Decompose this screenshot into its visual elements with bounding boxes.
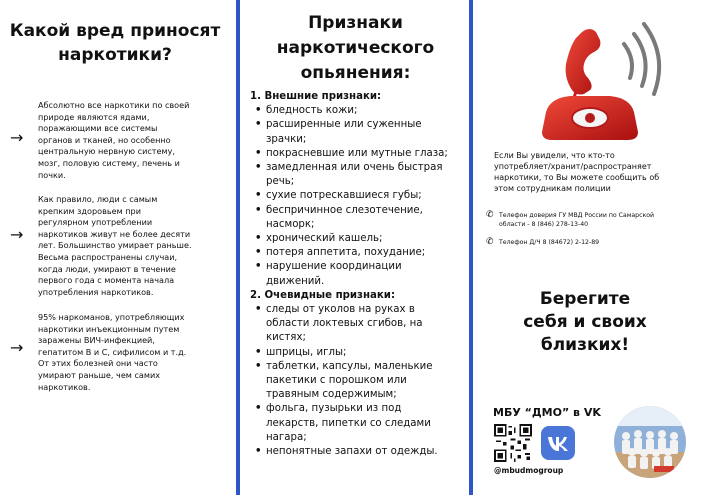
list-item: • нарушение координации движений. — [250, 260, 468, 288]
column-divider-right — [469, 0, 473, 495]
vk-title: МБУ “ДМО” в VK — [493, 406, 601, 419]
hotline-duty: ✆ Телефон Д/Ч 8 (84672) 2-12-89 — [486, 237, 600, 247]
care-slogan: Берегите себя и своих близких! — [523, 289, 647, 355]
signs-title: Признаки наркотического опьянения: — [276, 13, 435, 83]
list-item: • беспричинное слезотечение, насморк; — [250, 204, 468, 232]
vk-logo-icon[interactable] — [541, 426, 575, 460]
phone-icon: ✆ — [486, 237, 494, 247]
phone-icon: ✆ — [486, 210, 494, 220]
external-signs-heading: 1. Внешние признаки: — [250, 91, 382, 102]
group-photo — [614, 406, 686, 478]
arrow-icon: → — [10, 128, 24, 147]
list-item: • таблетки, капсулы, маленькие пакетики с порошком или травяным содержимым; — [250, 360, 468, 403]
list-item: • следы от уколов на руках в области локтевых сгибов, на кистях; — [250, 303, 468, 346]
list-item: • бледность кожи; — [250, 104, 468, 118]
vk-handle[interactable]: @mbudmogroup — [494, 466, 564, 475]
telephone-illustration — [526, 16, 666, 146]
harm-paragraph-3: 95% наркоманов, употребляющих наркотики инъекционным путем заражены ВИЧ-инфекцией, гепатитом В и С, сифилисом и т.д. От этих болезней они часто умирают раньше, чем самих наркотиков. — [38, 312, 187, 392]
list-item: • расширенные или суженные зрачки; — [250, 118, 468, 146]
list-item: • замедленная или очень быстрая речь; — [250, 161, 468, 189]
harm-paragraph-1: Абсолютно все наркотики по своей природе являются ядами, поражающими все системы органов и тканей, но особенно центральную нервную систему, мозг, половую систему, печень и почки. — [38, 100, 190, 180]
hotline-trust: ✆ Телефон доверия ГУ МВД России по Самарской области - 8 (846) 278-13-40 — [486, 210, 655, 228]
list-item: • сухие потрескавшиеся губы; — [250, 189, 468, 203]
list-item: • фольга, пузырьки из под лекарств, пипетки со следами нагара; — [250, 402, 468, 445]
column-divider-left — [236, 0, 240, 495]
harm-title: Какой вред приносят наркотики? — [9, 21, 221, 65]
list-item: • покрасневшие или мутные глаза; — [250, 147, 468, 161]
list-item: • хронический кашель; — [250, 232, 468, 246]
list-item: • шприцы, иглы; — [250, 346, 468, 360]
signs-list — [250, 90, 468, 459]
harm-paragraph-2: Как правило, люди с самым крепким здоровьем при регулярном употреблении наркотиков живут не более десяти лет. Большинство умирает раньше. Весьма распространены случаи, когда люди, умирают в течение первого года с момента начала употребления наркотиков. — [38, 194, 192, 297]
obvious-signs-heading: 2. Очевидные признаки: — [250, 289, 396, 301]
qr-code[interactable] — [494, 424, 532, 462]
report-notice: Если Вы увидели, что кто-то употребляет/хранит/распространяет наркотики, то Вы можете сообщить об этом сотрудникам полиции — [494, 151, 660, 193]
arrow-icon: → — [10, 338, 24, 357]
list-item: • непонятные запахи от одежды. — [250, 445, 468, 459]
arrow-icon: → — [10, 225, 24, 244]
list-item: • потеря аппетита, похудание; — [250, 246, 468, 260]
